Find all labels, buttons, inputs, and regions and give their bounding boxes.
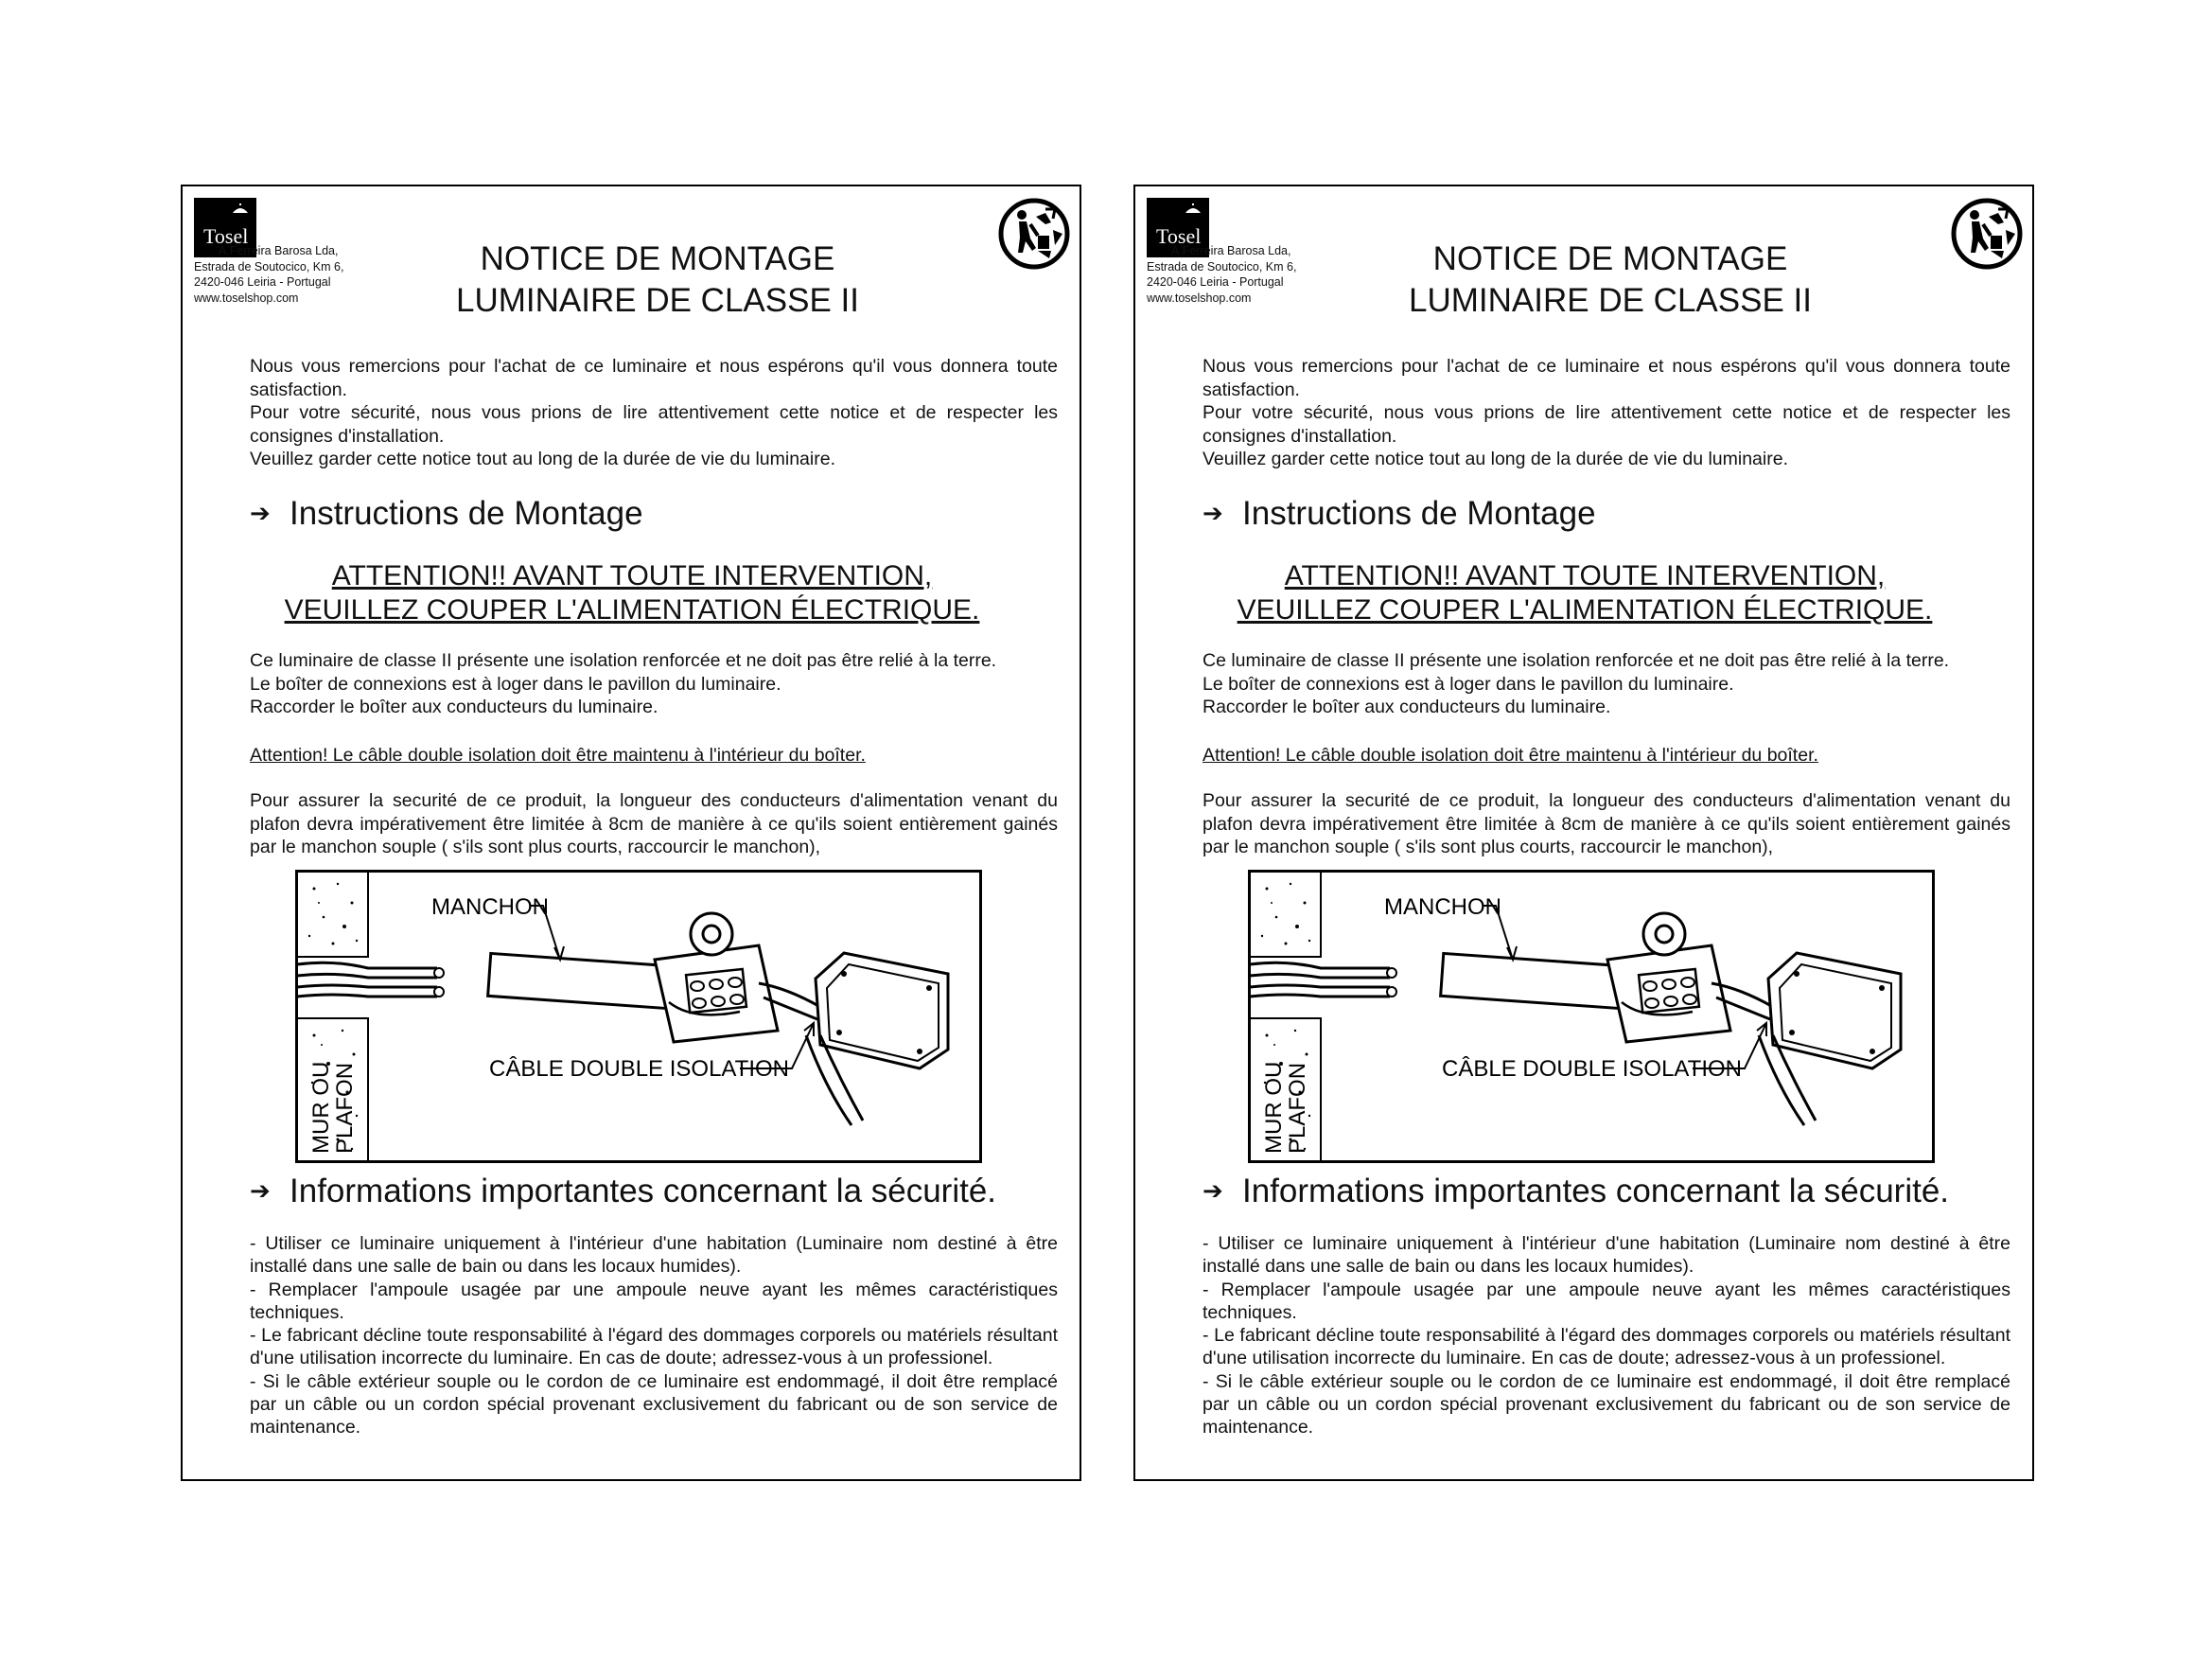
label-manchon: MANCHON bbox=[431, 894, 549, 920]
label-manchon: MANCHON bbox=[1384, 894, 1501, 920]
title-line-1: NOTICE DE MONTAGE bbox=[480, 240, 835, 277]
intro-line: Pour votre sécurité, nous vous prions de lire attentivement cette notice et de respecter les consignes d'installation. bbox=[1203, 402, 2010, 447]
intro-line: Nous vous remercions pour l'achat de ce luminaire et nous espérons qu'il vous donnera toute satisfaction. bbox=[1203, 356, 2010, 400]
logo-text: Tosel bbox=[203, 224, 249, 248]
safety-item: - Le fabricant décline toute responsabilité à l'égard des dommages corporels ou matériels résultant d'une utilisation incorrecte du luminaire. En cas de doute; adressez-vous à un professionel. bbox=[1203, 1325, 2010, 1369]
classe-line: Le boîter de connexions est à loger dans le pavillon du luminaire. bbox=[250, 673, 781, 695]
intro-paragraph bbox=[250, 355, 1058, 471]
classe-line: Raccorder le boîter aux conducteurs du luminaire. bbox=[1203, 697, 1611, 717]
section-heading-montage bbox=[1203, 495, 2016, 535]
safety-item: - Si le câble extérieur souple ou le cordon de ce luminaire est endommagé, il doit être remplacé par un câble ou un cordon spécial provenant exclusivement du fabricant ou de son service de maintenance. bbox=[1203, 1370, 2010, 1438]
logo-text: Tosel bbox=[1156, 224, 1202, 248]
longueur-paragraph bbox=[250, 789, 1058, 859]
attention-warning bbox=[1173, 559, 1996, 627]
intro-line: Veuillez garder cette notice tout au long de la durée de vie du luminaire. bbox=[1203, 449, 1788, 469]
intro-line: Veuillez garder cette notice tout au long de la durée de vie du luminaire. bbox=[250, 449, 835, 469]
company-website: www.toselshop.com bbox=[194, 291, 299, 305]
section-heading-text: Instructions de Montage bbox=[1242, 495, 1596, 532]
label-mur-ou: MUR OU bbox=[308, 1061, 334, 1154]
classe-line: Ce luminaire de classe II présente une isolation renforcée et ne doit pas être relié à la terre. bbox=[1203, 650, 1950, 671]
intro-line: Pour votre sécurité, nous vous prions de lire attentivement cette notice et de respecter les consignes d'installation. bbox=[250, 402, 1058, 447]
lamp-logo-icon bbox=[1183, 203, 1203, 224]
longueur-text: Pour assurer la securité de ce produit, la longueur des conducteurs d'alimentation venant du plafon devra impérativement être limitée à 8cm de manière à ce qu'ils soient entièrement gainés par le manchon souple ( s'ils sont plus courts, raccourcir le manchon), bbox=[1203, 790, 2010, 857]
label-mur-ou: MUR OU bbox=[1261, 1061, 1287, 1154]
company-name: A.Ferreira Barosa Lda, bbox=[219, 244, 339, 257]
title-line-2: LUMINAIRE DE CLASSE II bbox=[1409, 282, 1812, 319]
classe-line: Le boîter de connexions est à loger dans le pavillon du luminaire. bbox=[1203, 673, 1734, 695]
notice-page-left bbox=[181, 185, 1081, 1481]
company-name: A.Ferreira Barosa Lda, bbox=[1171, 244, 1291, 257]
wiring-diagram bbox=[1248, 870, 1935, 1163]
section-heading-text: Informations importantes concernant la sécurité. bbox=[1242, 1173, 1950, 1209]
arrow-right-icon: ➔ bbox=[250, 498, 271, 527]
company-street: Estrada de Soutocico, Km 6, bbox=[1147, 259, 1297, 274]
safety-item: - Si le câble extérieur souple ou le cordon de ce luminaire est endommagé, il doit être remplacé par un câble ou un cordon spécial provenant exclusivement du fabricant ou de son service de maintenance. bbox=[250, 1370, 1058, 1438]
notice-page-right bbox=[1133, 185, 2034, 1481]
section-heading-text: Informations importantes concernant la sécurité. bbox=[290, 1173, 997, 1209]
safety-item: - Utiliser ce luminaire uniquement à l'intérieur d'une habitation (Luminaire nom destiné à être installé dans une salle de bain ou dans les locaux humides). bbox=[1203, 1233, 2010, 1278]
wiring-diagram bbox=[295, 870, 982, 1163]
longueur-paragraph bbox=[1203, 789, 2010, 859]
section-heading-montage bbox=[250, 495, 1063, 535]
company-city: 2420-046 Leiria - Portugal bbox=[194, 275, 331, 289]
safety-item: - Le fabricant décline toute responsabilité à l'égard des dommages corporels ou matériels résultant d'une utilisation incorrecte du luminaire. En cas de doute; adressez-vous à un professionel. bbox=[250, 1325, 1058, 1369]
weee-recycle-icon bbox=[996, 196, 1072, 272]
notice-title bbox=[430, 238, 885, 322]
label-plafon: PLAFON bbox=[332, 1062, 358, 1154]
cable-warning: Attention! Le câble double isolation doit être maintenu à l'intérieur du boîter. bbox=[1203, 745, 1818, 766]
attention-line-2: VEUILLEZ COUPER L'ALIMENTATION ÉLECTRIQUE. bbox=[1237, 594, 1933, 626]
title-line-1: NOTICE DE MONTAGE bbox=[1432, 240, 1788, 277]
classe-line: Ce luminaire de classe II présente une isolation renforcée et ne doit pas être relié à la terre. bbox=[250, 650, 997, 671]
attention-line-1: ATTENTION!! AVANT TOUTE INTERVENTION, bbox=[1284, 560, 1886, 591]
safety-list bbox=[1203, 1232, 2010, 1439]
arrow-right-icon: ➔ bbox=[250, 1175, 271, 1205]
company-website: www.toselshop.com bbox=[1147, 291, 1252, 305]
cable-warning: Attention! Le câble double isolation doit être maintenu à l'intérieur du boîter. bbox=[250, 745, 866, 766]
company-address bbox=[1147, 243, 1383, 306]
lamp-logo-icon bbox=[230, 203, 251, 224]
safety-list bbox=[250, 1232, 1058, 1439]
classe-paragraph bbox=[1203, 649, 2010, 719]
company-city: 2420-046 Leiria - Portugal bbox=[1147, 275, 1284, 289]
classe-paragraph bbox=[250, 649, 1058, 719]
intro-paragraph bbox=[1203, 355, 2010, 471]
wiring-diagram-svg bbox=[1248, 870, 1935, 1163]
safety-item: - Remplacer l'ampoule usagée par une ampoule neuve ayant les mêmes caractéristiques techniques. bbox=[1203, 1279, 2010, 1323]
label-cable-double-isolation: CÂBLE DOUBLE ISOLATION bbox=[1442, 1056, 1742, 1082]
arrow-right-icon: ➔ bbox=[1203, 498, 1223, 527]
section-heading-securite bbox=[1203, 1173, 2016, 1212]
safety-item: - Remplacer l'ampoule usagée par une ampoule neuve ayant les mêmes caractéristiques techniques. bbox=[250, 1279, 1058, 1323]
attention-warning bbox=[220, 559, 1044, 627]
section-heading-securite bbox=[250, 1173, 1063, 1212]
title-line-2: LUMINAIRE DE CLASSE II bbox=[456, 282, 859, 319]
classe-line: Raccorder le boîter aux conducteurs du luminaire. bbox=[250, 697, 658, 717]
section-heading-text: Instructions de Montage bbox=[290, 495, 643, 532]
attention-line-2: VEUILLEZ COUPER L'ALIMENTATION ÉLECTRIQUE. bbox=[284, 594, 980, 626]
arrow-right-icon: ➔ bbox=[1203, 1175, 1223, 1205]
label-cable-double-isolation: CÂBLE DOUBLE ISOLATION bbox=[489, 1056, 789, 1082]
safety-item: - Utiliser ce luminaire uniquement à l'intérieur d'une habitation (Luminaire nom destiné à être installé dans une salle de bain ou dans les locaux humides). bbox=[250, 1233, 1058, 1278]
attention-line-1: ATTENTION!! AVANT TOUTE INTERVENTION, bbox=[331, 560, 933, 591]
longueur-text: Pour assurer la securité de ce produit, la longueur des conducteurs d'alimentation venant du plafon devra impérativement être limitée à 8cm de manière à ce qu'ils soient entièrement gainés par le manchon souple ( s'ils sont plus courts, raccourcir le manchon), bbox=[250, 790, 1058, 857]
intro-line: Nous vous remercions pour l'achat de ce luminaire et nous espérons qu'il vous donnera toute satisfaction. bbox=[250, 356, 1058, 400]
company-street: Estrada de Soutocico, Km 6, bbox=[194, 259, 344, 274]
wiring-diagram-svg bbox=[295, 870, 982, 1163]
notice-title bbox=[1383, 238, 1837, 322]
company-address bbox=[194, 243, 430, 306]
weee-recycle-icon bbox=[1949, 196, 2025, 272]
label-plafon: PLAFON bbox=[1285, 1062, 1310, 1154]
